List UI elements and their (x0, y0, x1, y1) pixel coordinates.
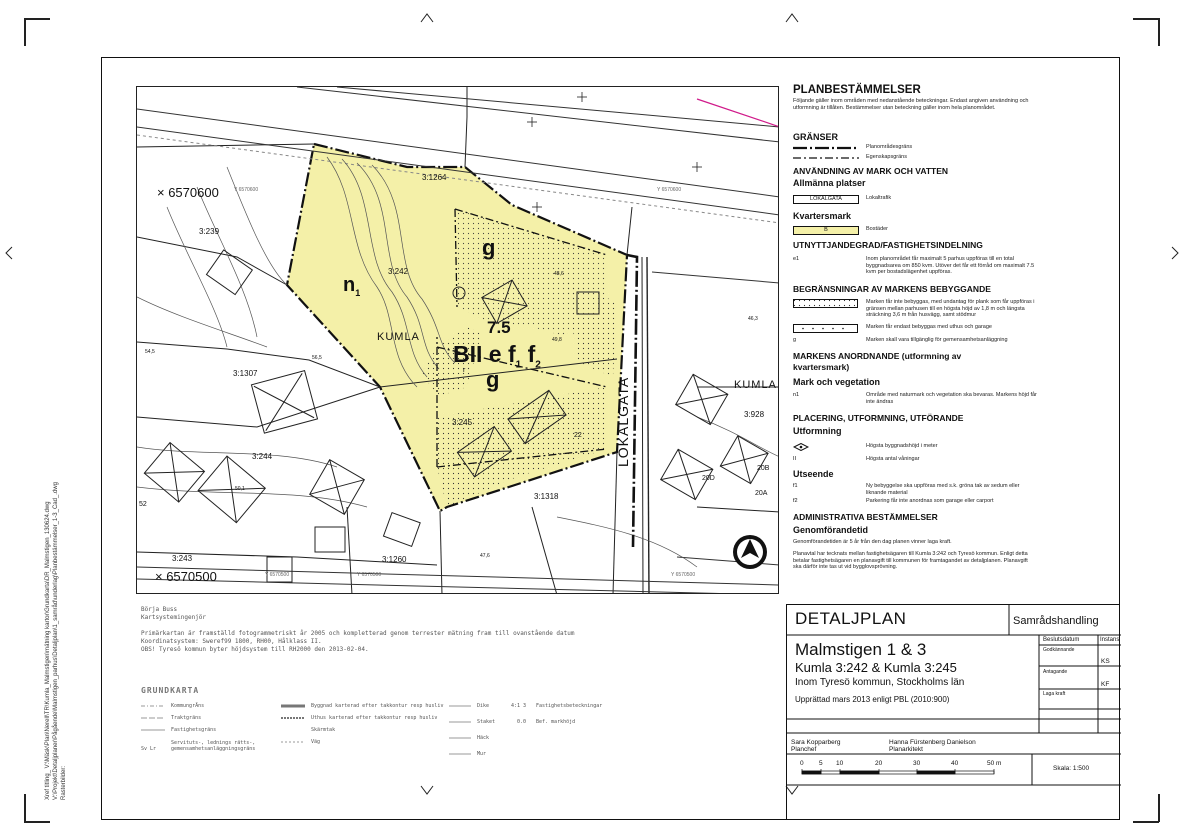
grundkarta-item: Traktgräns (171, 715, 202, 721)
elevation-label: 47,6 (480, 553, 490, 559)
building (720, 436, 768, 484)
building (251, 371, 317, 434)
legend-subheading: Utseende (793, 469, 834, 479)
legend-desc: Marken får endast bebyggas med uthus och garage (866, 324, 992, 330)
plus-dotted-symbol (793, 324, 859, 333)
plan-name: Malmstigen 1 & 3 (795, 640, 927, 659)
title-block (786, 604, 1120, 820)
scale-tick-label: 20 (875, 760, 883, 767)
side-text-line: V:\Projekt\Detaljplaner\Pågående\Malmstigen_parhus\Detaljplan\1_samråd\underlag\Planbestämmelser_1-3_Cad_.dwg (53, 482, 59, 800)
building (144, 443, 204, 503)
address-number: 20B (757, 465, 770, 472)
scale-text: Skala: 1:500 (1053, 765, 1090, 772)
plan-properties: Kumla 3:242 & Kumla 3:245 (795, 660, 957, 675)
scale-tick-label: 5 (819, 760, 823, 767)
legend-desc: Egenskapsgräns (866, 154, 907, 160)
plan-code-height: 7.5 (487, 318, 511, 337)
plan-code-sub: 2 (535, 359, 541, 371)
north-arrow (733, 535, 767, 569)
grundkarta-item: Dike (477, 703, 490, 709)
line-symbol (793, 154, 859, 162)
grundkarta-item: Bef. markhöjd (536, 719, 576, 725)
property-label: 3:928 (744, 410, 765, 419)
grundkarta-item: gemensamhetsanläggningsgräns (171, 746, 256, 752)
legend-symbol: e1 (793, 256, 800, 262)
map-grid-tick: Y 6570500 (265, 572, 290, 578)
document-status: Samrådshandling (1013, 615, 1099, 627)
building (383, 513, 420, 547)
plan-map (136, 86, 779, 594)
legend-intro: Följande gäller inom områden med nedanstående beteckningar. Endast angiven användning och utformning är tillåten. Bestämmelser utan beteckning gäller inom hela planområdet. (793, 98, 1029, 111)
elevation-label: 54,5 (145, 349, 155, 355)
legend-desc: Parkering får inte anordnas som garage eller carport (866, 498, 994, 504)
plan-code-bii: BII (453, 341, 483, 367)
map-grid-tick: Y 6570500 (671, 572, 696, 578)
address-number: 20A (755, 490, 768, 497)
legend-subheading: Allmänna platser (793, 178, 866, 188)
signatory-title: Planchef (791, 746, 817, 753)
signatory-title: Planarkitekt (889, 746, 923, 753)
legend-symbol: II (793, 456, 797, 462)
legend-heading: PLACERING, UTFORMNING, UTFÖRANDE (793, 413, 964, 423)
scale-tick-label: 10 (836, 760, 844, 767)
decision-instance: KS (1101, 658, 1110, 665)
elevation-label: 50,1 (235, 486, 245, 492)
grundkarta-item: Mur (477, 751, 487, 757)
surveyor-name: Börja Buss (141, 606, 178, 613)
elevation-label: 56,5 (312, 355, 322, 361)
legend-symbol: n1 (793, 392, 800, 398)
grundkarta-item: KommungrÄns (171, 703, 205, 709)
legend-desc: Marken får inte bebyggas, med undantag för plank som får uppföras i gränsen mellan parhusen till en högsta höjd av 1,8 m och längsta sträckning 3,6 m från husvägg, samt stödmur (866, 299, 1035, 318)
building (198, 456, 265, 523)
side-text-line: Rasterbilder: (61, 765, 67, 800)
legend-subheading: Mark och vegetation (793, 377, 881, 387)
plan-code-f2: f (527, 341, 536, 367)
property-label: 3:1307 (233, 369, 258, 378)
address-number: 20D (702, 475, 715, 482)
basemap-text: Koordinatsystem: Sweref99 1800, RH00, Hålklass II. (141, 638, 322, 645)
scale-tick-label: 0 (800, 760, 804, 767)
area-name: KUMLA (734, 379, 777, 391)
decision-row-label: Laga kraft (1043, 691, 1066, 697)
elevation-label: 48,6 (554, 271, 564, 277)
map-grid-tick: Y 6570600 (234, 187, 259, 193)
decision-row-label: Antagande (1043, 669, 1068, 675)
basemap-text: OBS! Tyresö kommun byter höjdsystem till RH2000 den 2013-02-04. (141, 646, 369, 653)
plan-code-letter: n (343, 274, 356, 296)
line-symbol (793, 144, 859, 152)
legend-desc: Högsta antal våningar (866, 456, 920, 462)
legend-heading: MARKENS ANORDNANDE (utformning av kvartersmark) (793, 351, 962, 372)
plan-code-n1 (343, 274, 360, 298)
grundkarta-item: Staket (477, 719, 496, 725)
legend-desc: Ny bebyggelse ska uppföras med s.k. gröna tak av sedum eller liknande material (866, 483, 1020, 496)
grundkarta-legend (141, 688, 621, 768)
property-label: 3:244 (252, 452, 273, 461)
legend-desc: Högsta byggnadshöjd i meter (866, 443, 938, 449)
legend-symbol: g (793, 337, 797, 343)
legend-subheading: Kvartersmark (793, 211, 852, 221)
plan-municipality: Inom Tyresö kommun, Stockholms län (795, 677, 965, 688)
property-label: 3:239 (199, 227, 220, 236)
property-label: 3:1260 (382, 555, 407, 564)
map-marker-r: r (463, 367, 466, 374)
area-name: KUMLA (377, 331, 420, 343)
building (267, 557, 292, 582)
plan-code-g: g (482, 235, 496, 260)
grundkarta-item: Väg (311, 739, 321, 745)
symbol-box: LOKALGATA (793, 195, 859, 204)
grundkarta-item: Skärmtak (311, 727, 336, 733)
side-file-references (44, 482, 68, 800)
grundkarta-item: Sv Lr (141, 746, 157, 752)
legend-heading: ADMINISTRATIVA BESTÄMMELSER (793, 512, 938, 522)
scale-tick-label: 30 (913, 760, 921, 767)
legend-symbol: f1 (793, 483, 798, 489)
map-coordinate: × 6570600 (157, 185, 219, 200)
legend-desc: Område med naturmark och vegetation ska bevaras. Markens höjd får inte ändras (866, 392, 1037, 405)
map-coordinate: × 6570500 (155, 569, 217, 584)
grundkarta-item: Fastighetsbeteckningar (536, 703, 603, 709)
property-label: 3:1264 (422, 173, 447, 182)
plan-date: Upprättad mars 2013 enligt PBL (2010:900) (795, 695, 950, 704)
basemap-note (141, 606, 574, 654)
building (206, 250, 252, 295)
decision-instance: KF (1101, 681, 1110, 688)
signatory-name: Sara Kopparberg (791, 739, 841, 746)
building (315, 527, 345, 552)
building (310, 460, 365, 515)
elevation-label: 46,3 (748, 316, 758, 322)
side-text-line: Xref titling_ V:\Mäsk\Plan\Nerell\TR\Kumla_Malmstigen\mätning kartor\Grundkarta\DR_Malmstigen_130624.dwg (45, 501, 51, 800)
dotted-symbol (793, 299, 859, 308)
plan-code-f1: f (507, 341, 516, 367)
scale-tick-label: 50 m (987, 760, 1002, 767)
address-number: 52 (139, 501, 147, 508)
grundkarta-item: 0.0 (517, 719, 527, 725)
legend-desc: Lokaltrafik (866, 195, 892, 201)
grundkarta-item: 4:1 3 (511, 703, 527, 709)
decision-row-label: Godkännande (1043, 647, 1075, 653)
column-header: Instans (1100, 637, 1120, 643)
legend-desc: Genomförandetiden är 5 år från den dag planen vinner laga kraft. (793, 539, 952, 545)
height-symbol-icon (793, 443, 809, 451)
legend-desc: Marken skall vara tillgänglig för gemensamhetsanläggning (866, 337, 1008, 343)
property-label: 3:242 (388, 267, 409, 276)
legend-subheading: Utformning (793, 426, 842, 436)
scale-tick-label: 40 (951, 760, 959, 767)
plan-code-sub: 1 (355, 288, 361, 298)
property-label: 3:245 (452, 418, 473, 427)
grundkarta-title: GRUNDKARTA (141, 686, 200, 695)
grundkarta-item: Häck (477, 735, 490, 741)
grundkarta-symbols (141, 700, 621, 770)
legend-desc: Planavtal har tecknats mellan fastighetsägaren till Kumla 3:242 och Tyresö kommun. Enligt detta betalar fastighetsägaren en planavgift till kommunen för framtagandet av detaljplanen. Planavgift ska därför inte tas ut vid bygglovsprövning. (793, 551, 1028, 570)
legend-desc: Bostäder (866, 226, 889, 232)
plan-type-title: DETALJPLAN (795, 609, 907, 628)
map-grid-tick: Y 6570600 (657, 187, 682, 193)
plan-code-g: g (486, 367, 500, 392)
legend-desc: Inom planområdet får maximalt 5 parhus uppföras till en total byggnadsarea om 850 kvm. Utöver det får ett förråd om maximalt 7.5 kvm per bostadslägenhet uppföras. (866, 256, 1035, 275)
legend-heading: UTNYTTJANDEGRAD/FASTIGHETSINDELNING (793, 240, 983, 250)
street-name: LOKALGATA (615, 376, 631, 467)
grundkarta-item: Byggnad karterad efter takkontur resp husliv (311, 703, 444, 709)
grundkarta-item: Servituts-, lednings rätts-, (171, 740, 256, 746)
property-label: 3:1318 (534, 492, 559, 501)
grundkarta-item: Uthus karterad efter takkontur resp husliv (311, 715, 438, 721)
legend-title: PLANBESTÄMMELSER (793, 84, 921, 96)
legend-subheading: Genomförandetid (793, 525, 869, 535)
map-grid-tick: Y 6570500 (357, 572, 382, 578)
legend-desc: Planområdesgräns (866, 144, 913, 150)
building (676, 374, 728, 424)
symbol-box: B (793, 226, 859, 235)
address-number: 22 (574, 432, 582, 439)
signatory-name: Hanna Fürstenberg Danielson (889, 739, 976, 746)
surveyor-role: Kartsystemingenjör (141, 614, 207, 621)
plan-code-e: e (488, 341, 502, 367)
legend-symbol: f2 (793, 498, 798, 504)
property-label: 3:243 (172, 554, 193, 563)
basemap-text: Primärkartan är framställd fotogrammetriskt år 2005 och kompletterad genom terrester mätning fram till ovanstående datum (141, 630, 575, 637)
legend-heading: ANVÄNDNING AV MARK OCH VATTEN (793, 166, 949, 176)
column-header: Beslutsdatum (1043, 637, 1080, 643)
plan-code-sub: 1 (515, 359, 522, 371)
elevation-label: 49,8 (552, 337, 562, 343)
legend-heading: BEGRÄNSNINGAR AV MARKENS BEBYGGANDE (793, 284, 991, 294)
legend-heading: GRÄNSER (793, 132, 839, 142)
grundkarta-item: Fastighetsgräns (171, 727, 217, 733)
plan-legend (793, 84, 1115, 570)
